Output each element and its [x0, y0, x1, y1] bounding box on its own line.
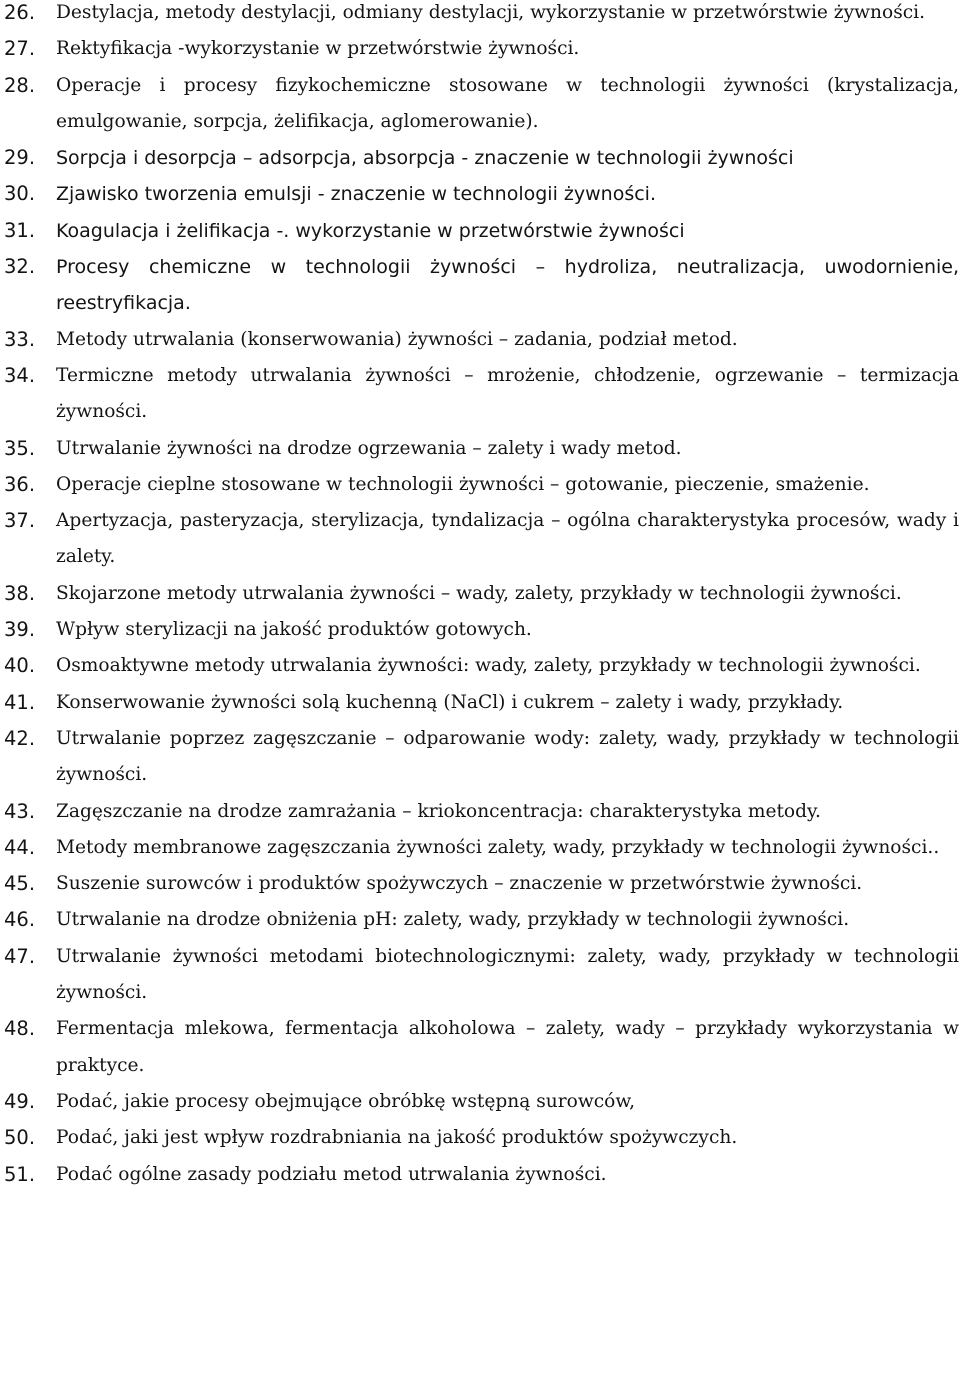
- list-item: [0, 576, 960, 612]
- item-text: Suszenie surowców i produktów spożywczych – znaczenie w przetwórstwie żywności.: [56, 873, 863, 895]
- item-number: 45.: [4, 872, 36, 896]
- list-item: [0, 503, 960, 576]
- list-item: [0, 1120, 960, 1156]
- item-text: Konserwowanie żywności solą kuchenną (NaCl) i cukrem – zalety i wady, przykłady.: [56, 691, 844, 713]
- list-item: [0, 1157, 960, 1193]
- item-text: Procesy chemiczne w technologii żywności – hydroliza, neutralizacja, uwodornienie, reestryfikacja.: [56, 256, 959, 315]
- list-item: [0, 794, 960, 830]
- item-number: 26.: [4, 1, 36, 24]
- list-item: [0, 322, 960, 358]
- item-number: 32.: [4, 255, 36, 279]
- item-number: 51.: [4, 1162, 36, 1186]
- item-number: 46.: [4, 908, 36, 932]
- list-item: [0, 721, 960, 794]
- item-text: Metody membranowe zagęszczania żywności zalety, wady, przykłady w technologii żywności..: [56, 836, 940, 858]
- list-item: [0, 1084, 960, 1120]
- list-item: [0, 358, 960, 431]
- item-number: 33.: [4, 327, 36, 351]
- item-text: Destylacja, metody destylacji, odmiany destylacji, wykorzystanie w przetwórstwie żywności.: [56, 2, 926, 23]
- item-number: 47.: [4, 944, 36, 968]
- item-text: Utrwalanie żywności metodami biotechnologicznymi: zalety, wady, przykłady w technologii żywności.: [56, 945, 959, 1004]
- item-text: Podać ogólne zasady podziału metod utrwalania żywności.: [56, 1163, 607, 1185]
- item-text: Fermentacja mlekowa, fermentacja alkoholowa – zalety, wady – przykłady wykorzystania w praktyce.: [56, 1018, 959, 1076]
- item-text: Apertyzacja, pasteryzacja, sterylizacja, tyndalizacja – ogólna charakterystyka procesów, wady i zalety.: [56, 510, 959, 568]
- list-item: [0, 866, 960, 902]
- item-number: 43.: [4, 799, 36, 823]
- item-number: 48.: [4, 1017, 36, 1041]
- list-item: [0, 176, 960, 212]
- item-number: 49.: [4, 1089, 36, 1113]
- list-item: [0, 685, 960, 721]
- item-number: 31.: [4, 218, 36, 242]
- item-number: 42.: [4, 726, 36, 750]
- item-number: 29.: [4, 146, 36, 170]
- list-item: [0, 0, 960, 31]
- item-text: Osmoaktywne metody utrwalania żywności: wady, zalety, przykłady w technologii żywności.: [56, 655, 921, 677]
- item-number: 35.: [4, 436, 36, 460]
- item-text: Podać, jakie procesy obejmujące obróbkę wstępną surowców,: [56, 1090, 635, 1112]
- item-number: 39.: [4, 618, 36, 642]
- item-text: Skojarzone metody utrwalania żywności – wady, zalety, przykłady w technologii żywności.: [56, 582, 902, 604]
- item-text: Podać, jaki jest wpływ rozdrabniania na jakość produktów spożywczych.: [56, 1127, 738, 1149]
- item-text: Metody utrwalania (konserwowania) żywności – zadania, podział metod.: [56, 328, 738, 350]
- list-item: [0, 213, 960, 249]
- item-number: 40.: [4, 654, 36, 678]
- item-text: Utrwalanie na drodze obniżenia pH: zalety, wady, przykłady w technologii żywności.: [56, 909, 850, 931]
- list-item: [0, 1011, 960, 1084]
- list-item: [0, 31, 960, 67]
- list-item: [0, 648, 960, 684]
- item-number: 37.: [4, 509, 36, 533]
- list-item: [0, 249, 960, 322]
- item-text: Wpływ sterylizacji na jakość produktów gotowych.: [56, 619, 532, 641]
- list-item: [0, 467, 960, 503]
- list-item: [0, 830, 960, 866]
- item-text: Operacje i procesy fizykochemiczne stosowane w technologii żywności (krystalizacja, emulgowanie, sorpcja, żelifikacja, aglomerowanie).: [56, 74, 959, 132]
- item-number: 50.: [4, 1126, 36, 1150]
- item-text: Koagulacja i żelifikacja -. wykorzystanie w przetwórstwie żywności: [56, 219, 685, 242]
- list-item: [0, 431, 960, 467]
- list-item: [0, 939, 960, 1012]
- item-number: 30.: [4, 182, 36, 206]
- list-item: [0, 140, 960, 176]
- item-text: Operacje cieplne stosowane w technologii żywności – gotowanie, pieczenie, smażenie.: [56, 473, 870, 495]
- item-text: Termiczne metody utrwalania żywności – mrożenie, chłodzenie, ogrzewanie – termizacja żywności.: [56, 364, 959, 423]
- item-text: Zjawisko tworzenia emulsji - znaczenie w technologii żywności.: [56, 183, 656, 206]
- item-text: Zagęszczanie na drodze zamrażania – kriokoncentracja: charakterystyka metody.: [56, 800, 821, 822]
- item-text: Utrwalanie poprzez zagęszczanie – odparowanie wody: zalety, wady, przykłady w technologii żywności.: [56, 727, 959, 786]
- item-number: 38.: [4, 581, 36, 605]
- item-number: 36.: [4, 472, 36, 496]
- item-number: 34.: [4, 363, 36, 387]
- item-text: Rektyfikacja -wykorzystanie w przetwórstwie żywności.: [56, 38, 580, 60]
- item-text: Sorpcja i desorpcja – adsorpcja, absorpcja - znaczenie w technologii żywności: [56, 147, 794, 170]
- item-number: 44.: [4, 835, 36, 859]
- list-item: [0, 68, 960, 141]
- item-text: Utrwalanie żywności na drodze ogrzewania – zalety i wady metod.: [56, 437, 682, 459]
- item-number: 27.: [4, 37, 36, 61]
- list-item: [0, 612, 960, 648]
- item-number: 28.: [4, 73, 36, 97]
- list-item: [0, 902, 960, 938]
- item-number: 41.: [4, 690, 36, 714]
